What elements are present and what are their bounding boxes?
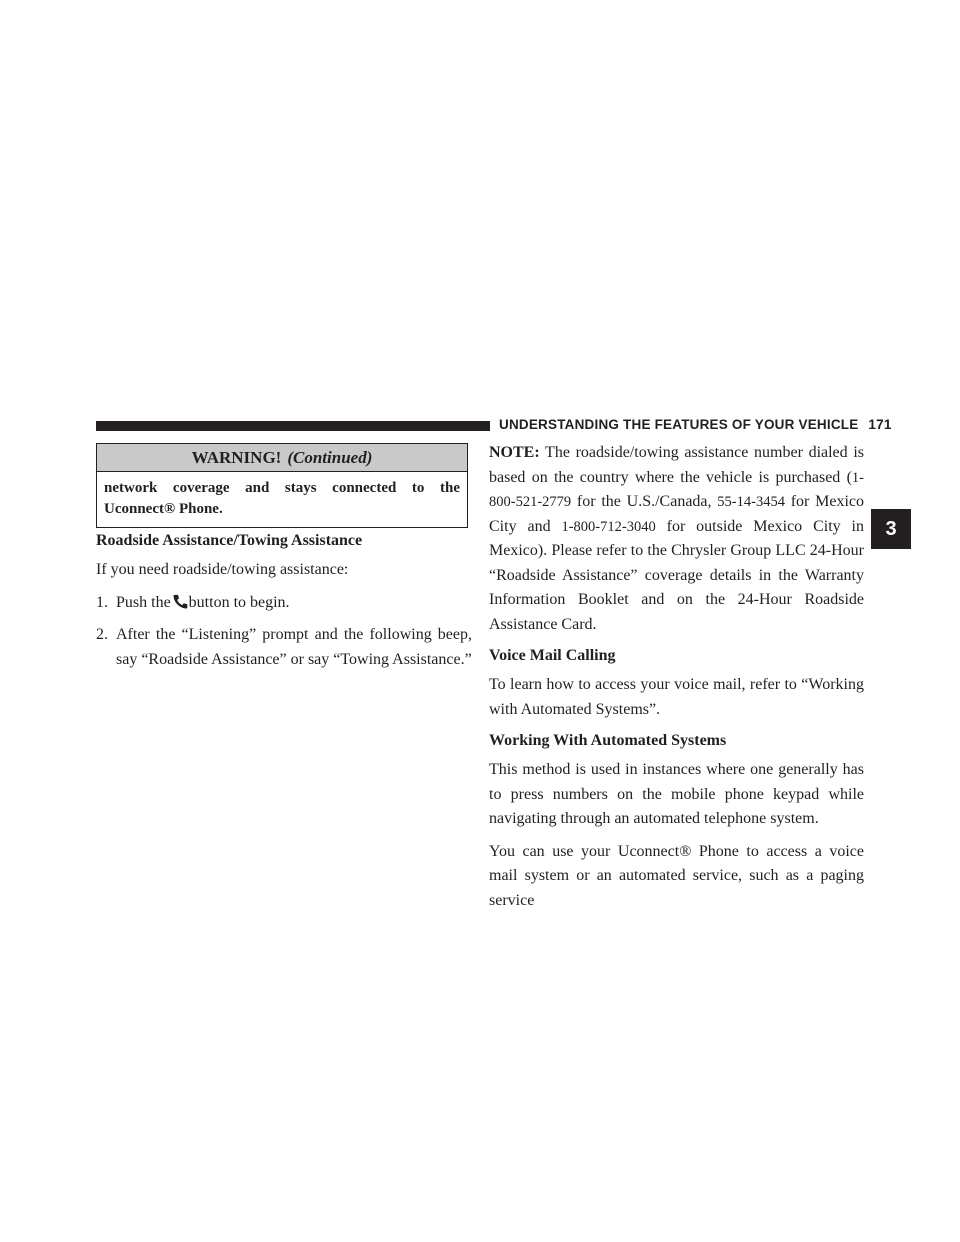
- phone-number-us: 1-800-521-2779: [489, 469, 864, 510]
- step-1-before: Push the: [116, 593, 171, 611]
- automated-heading: Working With Automated Systems: [489, 732, 727, 749]
- roadside-heading: Roadside Assistance/Towing Assistance: [96, 532, 363, 549]
- header-title: UNDERSTANDING THE FEATURES OF YOUR VEHICLE: [499, 417, 859, 432]
- warning-text: network coverage and stays connected to the Uconnect® Phone.: [104, 480, 460, 517]
- phone-number-outside-mexico-city: 1-800-712-3040: [561, 518, 656, 535]
- note-text-2: for the U.S./Canada,: [571, 493, 718, 510]
- automated-paragraph-1: This method is used in instances where one generally has to press numbers on the mobile phone keypad while navigating through an automated telephone system.: [489, 761, 864, 827]
- note-paragraph: [489, 441, 864, 637]
- step-1: [96, 591, 472, 616]
- warning-title: WARNING!: [191, 448, 282, 467]
- right-column: [489, 441, 864, 913]
- left-column: [96, 530, 472, 680]
- step-number: 2.: [96, 626, 108, 643]
- note-text-1: The roadside/towing assistance number dialed is based on the country where the vehicle is purchased (: [489, 444, 864, 486]
- phone-icon: [172, 594, 188, 609]
- voice-mail-heading: Voice Mail Calling: [489, 647, 616, 664]
- running-header: [499, 416, 892, 434]
- step-1-after: button to begin.: [188, 593, 290, 611]
- page-number: 171: [868, 417, 892, 432]
- step-number: 1.: [96, 593, 108, 611]
- warning-box: [96, 443, 468, 528]
- roadside-intro: If you need roadside/towing assistance:: [96, 561, 349, 578]
- chapter-tab: 3: [871, 509, 911, 549]
- warning-header: [97, 444, 467, 472]
- step-2: [96, 623, 472, 672]
- note-label: NOTE:: [489, 444, 540, 461]
- phone-number-mexico-city: 55-14-3454: [717, 494, 785, 510]
- header-rule: [96, 421, 490, 431]
- note-text-4: for outside Mexico City in Mexico). Please refer to the Chrysler Group LLC 24-Hour “Roadside Assistance” coverage details in the Warranty Information Booklet and on the 24-Hour Roadside Assistance Card.: [489, 517, 864, 633]
- voice-mail-text: To learn how to access your voice mail, refer to “Working with Automated Systems”.: [489, 676, 864, 718]
- step-text: After the “Listening” prompt and the following beep, say “Roadside Assistance” or say “Towing Assistance.”: [116, 626, 472, 668]
- step-text: [116, 591, 472, 616]
- note-text-3: for Mexico City and: [489, 493, 864, 535]
- warning-continued: (Continued): [287, 448, 373, 467]
- automated-paragraph-2: You can use your Uconnect® Phone to access a voice mail system or an automated service, such as a paging service: [489, 842, 864, 909]
